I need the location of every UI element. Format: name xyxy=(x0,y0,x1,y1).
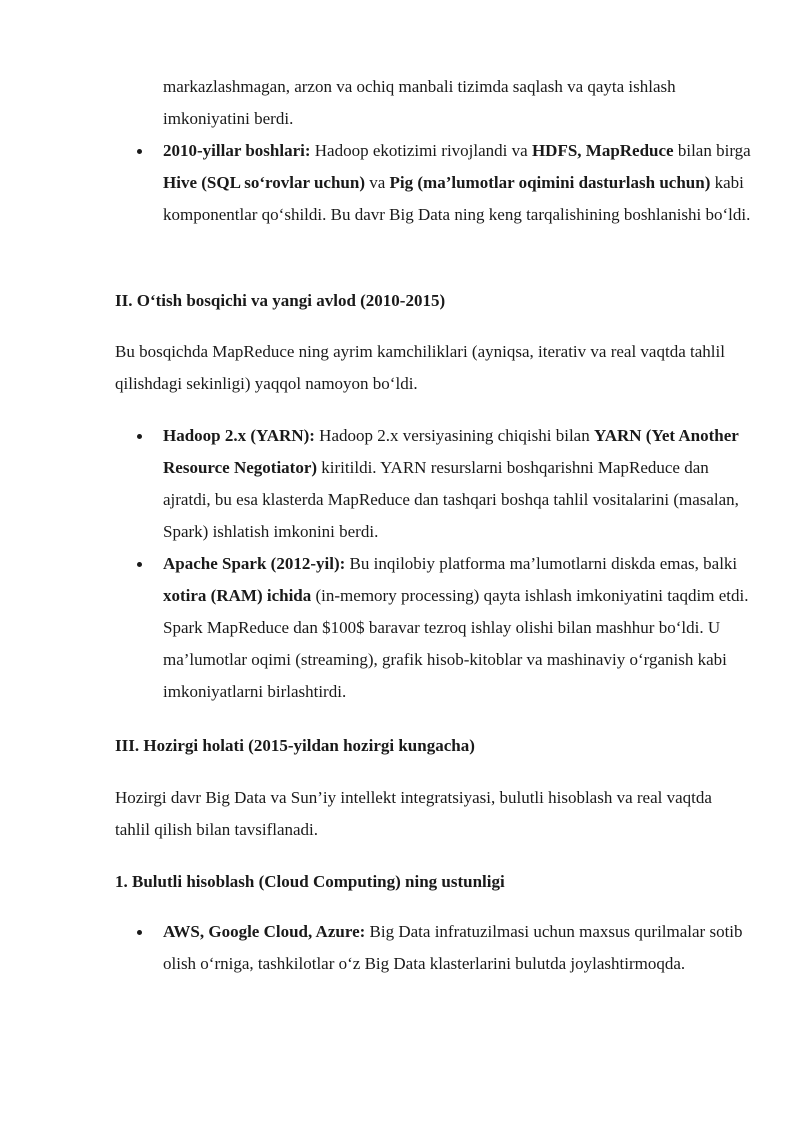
text-span: kiritildi. YARN resurslarni boshqarishni MapReduce dan ajratdi, bu esa klasterda MapReduce dan tashqari boshqa tahlil vositalarini (masalan, Spark) ishlatish imkonini berdi. xyxy=(163,458,739,541)
section-3-paragraph: Hozirgi davr Big Data va Sun’iy intellekt integratsiyasi, bulutli hisoblash va real vaqtda tahlil qilish bilan tavsiflanadi. xyxy=(115,788,712,839)
text-span: Bu inqilobiy platforma ma’lumotlarni diskda emas, balki xyxy=(345,554,738,573)
text-span: kabi komponentlar qo‘shildi. Bu davr Big Data ning keng tarqalishining boshlanishi bo‘ldi. xyxy=(163,173,751,224)
section-3-heading: III. Hozirgi holati (2015-yildan hozirgi kungacha) xyxy=(115,736,475,755)
bold-text: Hive (SQL so‘rovlar uchun) xyxy=(163,173,365,192)
list-item-cloud xyxy=(115,916,755,980)
bold-text: HDFS, MapReduce xyxy=(531,141,674,160)
text-span: Hadoop 2.x versiyasining chiqishi bilan xyxy=(314,426,594,445)
bold-text: AWS, Google Cloud, Azure: xyxy=(163,922,366,941)
text-span: va xyxy=(364,173,390,192)
bold-text: YARN (Yet Another Resource Negotiator) xyxy=(163,426,739,477)
bold-text: Pig (ma’lumotlar oqimini dasturlash uchun) xyxy=(389,173,711,192)
list-item-hadoop xyxy=(115,420,755,548)
bold-text: xotira (RAM) ichida xyxy=(163,586,312,605)
subsection-1-heading: 1. Bulutli hisoblash (Cloud Computing) ning ustunligi xyxy=(115,872,505,891)
bold-text: Hadoop 2.x (YARN): xyxy=(163,426,315,445)
list-item-2010 xyxy=(115,135,755,231)
text-span: bilan birga xyxy=(673,141,751,160)
text-span: (in-memory processing) qayta ishlash imkoniyatini taqdim etdi. Spark MapReduce dan $100$ baravar tezroq ishlay olishi bilan mashhur bo‘ldi. U ma’lumotlar oqimi (streaming), grafik hisob-kitoblar va mashinaviy o‘rganish kabi imkoniyatlarni birlashtirdi. xyxy=(163,586,749,701)
section-2-heading: II. O‘tish bosqichi va yangi avlod (2010-2015) xyxy=(115,291,446,310)
bullet-list-cloud xyxy=(115,916,755,980)
text-span: Hadoop ekotizimi rivojlandi va xyxy=(310,141,532,160)
bullet-list-section-2 xyxy=(115,420,755,708)
text-span: Big Data infratuzilmasi uchun maxsus qurilmalar sotib olish o‘rniga, tashkilotlar o‘z Big Data klasterlarini bulutda joylashtirmoqda. xyxy=(163,922,743,973)
section-2-paragraph: Bu bosqichda MapReduce ning ayrim kamchiliklari (ayniqsa, iterativ va real vaqtda tahlil qilishdagi sekinligi) yaqqol namoyon bo‘ldi. xyxy=(115,342,725,393)
bold-text: Apache Spark (2012-yil): xyxy=(163,554,346,573)
bold-text: 2010-yillar boshlari: xyxy=(163,141,311,160)
bullet-list-2010 xyxy=(115,135,755,231)
intro-continuation-text: markazlashmagan, arzon va ochiq manbali tizimda saqlash va qayta ishlash imkoniyatini berdi. xyxy=(163,77,676,128)
list-item-spark xyxy=(115,548,755,708)
